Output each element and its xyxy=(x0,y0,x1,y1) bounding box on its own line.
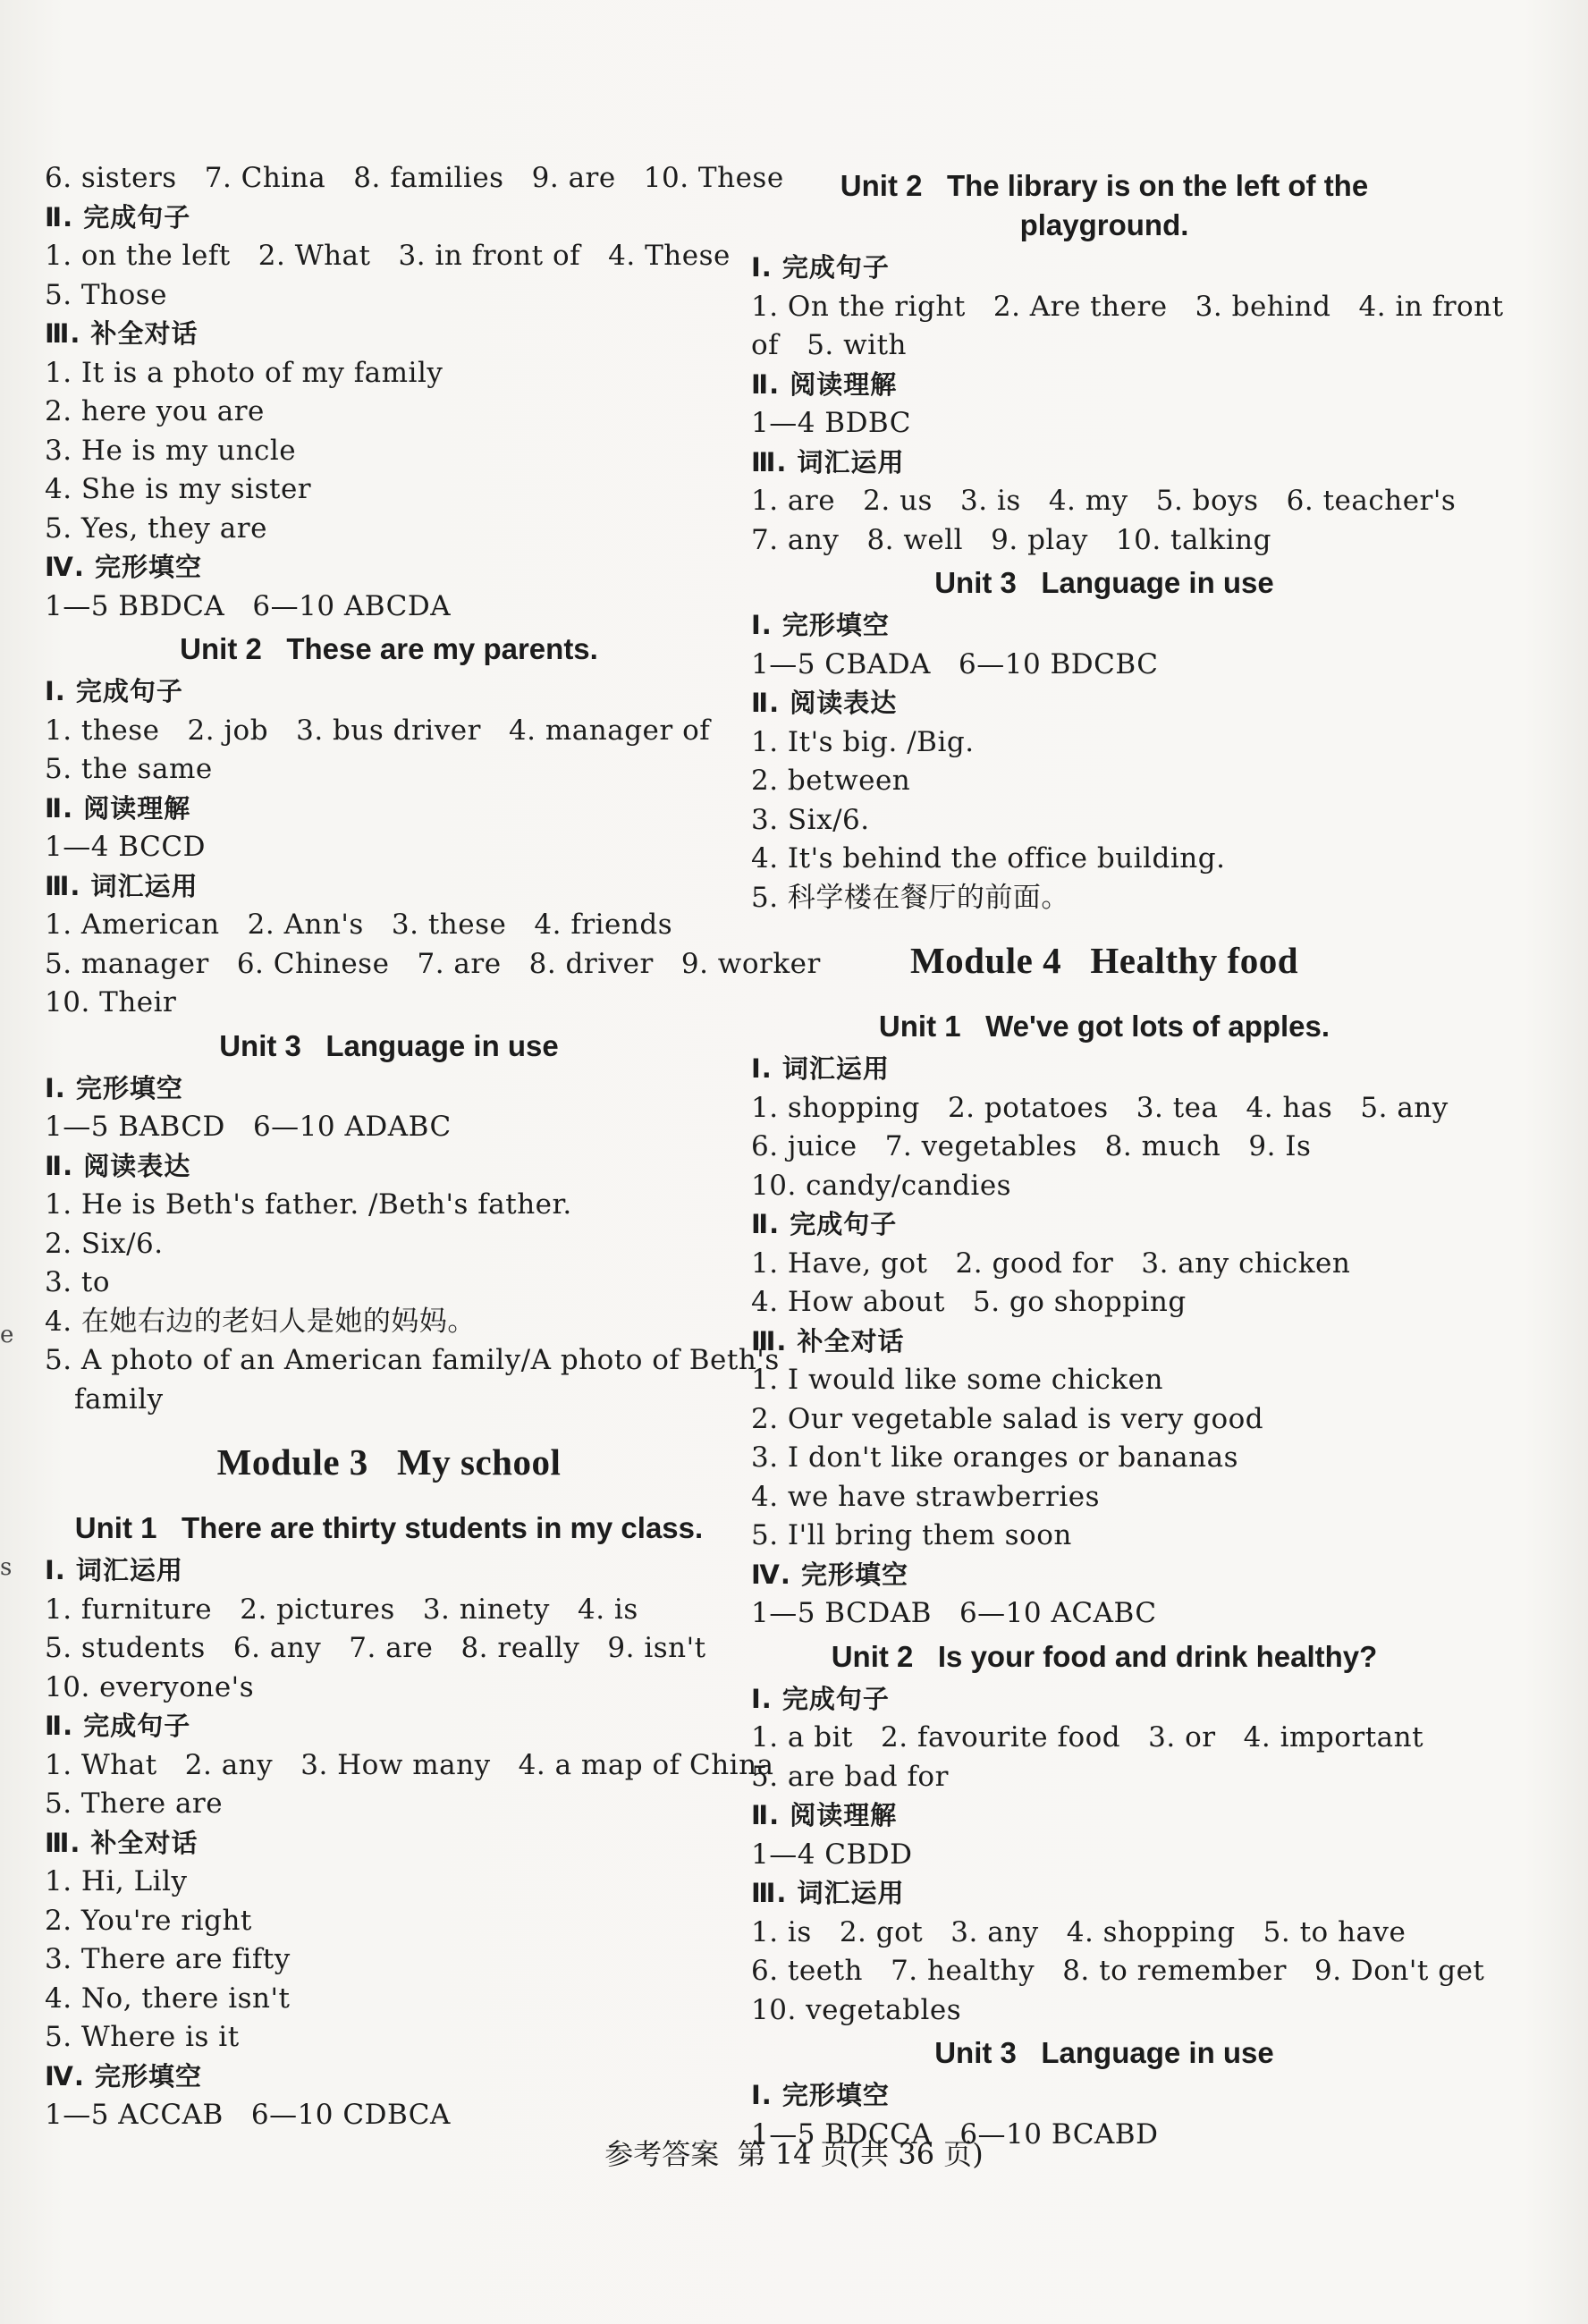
answer-line: 1. on the left 2. What 3. in front of 4. These xyxy=(45,240,731,272)
section-heading: Ⅱ. 完成句子 xyxy=(751,1209,898,1239)
section-heading: Ⅱ. 阅读理解 xyxy=(751,368,898,400)
unit-heading: Unit 3 Language in use xyxy=(934,566,1274,599)
answer-line: 4. we have strawberries xyxy=(751,1480,1101,1513)
answer-line: 1. these 2. job 3. bus driver 4. manager of xyxy=(45,714,711,747)
answer-line: 3. There are fifty xyxy=(45,1943,291,1975)
answer-line: 4. She is my sister xyxy=(45,473,312,505)
answer-line: of 5. with xyxy=(751,329,908,361)
section-heading: Ⅲ. 词汇运用 xyxy=(751,1878,905,1908)
section-heading: Ⅱ. 完成句子 xyxy=(45,201,191,232)
unit-heading: Unit 3 Language in use xyxy=(934,2036,1274,2069)
answer-line: 1. shopping 2. potatoes 3. tea 4. has 5. any xyxy=(751,1091,1449,1124)
answer-line: 1. It is a photo of my family xyxy=(45,356,443,389)
answer-line: 1. a bit 2. favourite food 3. or 4. important xyxy=(751,1721,1424,1754)
unit-heading: Unit 2 The library is on the left of the playground. xyxy=(840,169,1369,241)
answer-line: 4. No, there isn't xyxy=(45,1982,291,2015)
edge-mark-1: e xyxy=(0,1322,14,1348)
section-heading: Ⅲ. 词汇运用 xyxy=(45,870,198,901)
answer-line: 1—4 CBDD xyxy=(751,1838,913,1871)
answer-line: 1—5 BCDAB 6—10 ACABC xyxy=(751,1597,1157,1629)
answer-line: 6. juice 7. vegetables 8. much 9. Is xyxy=(751,1130,1312,1162)
answer-line: 1—4 BDBC xyxy=(751,407,912,439)
answer-line: 10. vegetables xyxy=(751,1993,962,2026)
answer-line: 3. I don't like oranges or bananas xyxy=(751,1441,1238,1474)
answer-line: 1. furniture 2. pictures 3. ninety 4. is xyxy=(45,1593,638,1626)
section-heading: Ⅳ. 完形填空 xyxy=(45,2060,202,2092)
page-footer: 参考答案 第 14 页(共 36 页) xyxy=(604,2137,984,2171)
answer-line: 6. teeth 7. healthy 8. to remember 9. Don't get xyxy=(751,1955,1485,1987)
answer-line: 1—5 BDCCA 6—10 BCABD xyxy=(751,2117,1159,2151)
unit-heading: Unit 3 Language in use xyxy=(219,1028,559,1062)
answer-line: 4. How about 5. go shopping xyxy=(751,1286,1187,1318)
answer-line: 1. He is Beth's father. /Beth's father. xyxy=(45,1188,572,1221)
section-heading: Ⅱ. 阅读表达 xyxy=(45,1150,191,1181)
section-heading: Ⅲ. 补全对话 xyxy=(45,318,198,349)
answer-line: 5. manager 6. Chinese 7. are 8. driver 9. worker xyxy=(45,947,821,980)
answer-line: 5. Where is it xyxy=(45,2021,240,2053)
answer-line: 3. to xyxy=(45,1266,111,1298)
section-heading: Ⅱ. 阅读表达 xyxy=(751,688,898,718)
section-heading: Ⅰ. 完形填空 xyxy=(751,2080,890,2110)
answer-line: 2. here you are xyxy=(45,395,265,427)
module-heading: Module 3 My school xyxy=(216,1441,562,1483)
answer-line: 10. candy/candies xyxy=(751,1169,1012,1202)
answer-line: 1. are 2. us 3. is 4. my 5. boys 6. teacher's xyxy=(751,485,1457,517)
answer-line: 1—5 ACCAB 6—10 CDBCA xyxy=(45,2099,451,2131)
answer-line: 5. 科学楼在餐厅的前面。 xyxy=(751,881,1069,914)
section-heading: Ⅱ. 阅读理解 xyxy=(751,1800,898,1830)
answer-line: 2. Six/6. xyxy=(45,1227,164,1260)
answer-line: 1. American 2. Ann's 3. these 4. friends xyxy=(45,908,673,941)
answer-line: 5. A photo of an American family/A photo of Beth's xyxy=(45,1344,780,1376)
section-heading: Ⅰ. 完成句子 xyxy=(45,676,183,706)
section-heading: Ⅲ. 补全对话 xyxy=(751,1325,905,1356)
unit-heading: Unit 2 Is your food and drink healthy? xyxy=(831,1639,1378,1673)
section-heading: Ⅰ. 词汇运用 xyxy=(45,1555,183,1585)
section-heading: Ⅲ. 补全对话 xyxy=(45,1827,198,1858)
edge-mark-2: s xyxy=(0,1554,13,1581)
answer-line: 3. Six/6. xyxy=(751,803,870,836)
answer-line: 3. He is my uncle xyxy=(45,434,297,467)
answer-line: 2. You're right xyxy=(45,1904,252,1937)
section-heading: Ⅰ. 完形填空 xyxy=(45,1072,183,1103)
section-heading: Ⅲ. 词汇运用 xyxy=(751,446,905,477)
section-heading: Ⅰ. 完成句子 xyxy=(751,1683,890,1714)
answer-line: 1. On the right 2. Are there 3. behind 4. in front xyxy=(751,290,1504,323)
section-heading: Ⅳ. 完形填空 xyxy=(751,1559,908,1590)
answer-line: 1. It's big. /Big. xyxy=(751,725,975,758)
answer-line: 10. Their xyxy=(45,986,177,1018)
section-heading: Ⅰ. 完形填空 xyxy=(751,610,890,640)
answer-line: 5. I'll bring them soon xyxy=(751,1519,1072,1551)
answer-line: 2. between xyxy=(751,765,911,797)
section-heading: Ⅰ. 词汇运用 xyxy=(751,1053,890,1084)
answer-line: 5. Yes, they are xyxy=(45,511,267,545)
answer-line: 1. I would like some chicken xyxy=(751,1364,1163,1396)
unit-heading: Unit 1 There are thirty students in my class. xyxy=(74,1511,704,1544)
answer-line: 5. There are xyxy=(45,1787,224,1820)
section-heading: Ⅱ. 阅读理解 xyxy=(45,792,191,824)
answer-line: 1. is 2. got 3. any 4. shopping 5. to have xyxy=(751,1915,1406,1948)
answer-line: family xyxy=(74,1382,164,1416)
unit-heading: Unit 2 These are my parents. xyxy=(180,632,598,665)
answer-line: 1. What 2. any 3. How many 4. a map of China xyxy=(45,1748,774,1781)
answer-line: 5. students 6. any 7. are 8. really 9. isn't xyxy=(45,1632,706,1664)
section-heading: Ⅳ. 完形填空 xyxy=(45,552,202,582)
module-heading: Module 4 Healthy food xyxy=(909,940,1299,981)
answer-line: 7. any 8. well 9. play 10. talking xyxy=(751,523,1271,556)
answer-line: 5. the same xyxy=(45,753,213,785)
answer-line: 1—4 BCCD xyxy=(45,831,206,863)
answer-line: 4. 在她右边的老妇人是她的妈妈。 xyxy=(45,1305,476,1338)
answer-line: 1—5 BBDCA 6—10 ABCDA xyxy=(45,589,452,622)
answer-line: 1—5 CBADA 6—10 BDCBC xyxy=(751,647,1159,680)
section-heading: Ⅱ. 完成句子 xyxy=(45,1711,191,1741)
right-column xyxy=(751,159,1504,2154)
answer-line: 5. Those xyxy=(45,278,167,311)
answer-line: 4. It's behind the office building. xyxy=(751,842,1226,875)
answer-line: 1—5 BABCD 6—10 ADABC xyxy=(45,1111,452,1143)
answer-line: 6. sisters 7. China 8. families 9. are 10. These xyxy=(45,162,784,194)
answer-line: 2. Our vegetable salad is very good xyxy=(751,1402,1264,1435)
answer-line: 10. everyone's xyxy=(45,1670,255,1703)
answer-line: 1. Hi, Lily xyxy=(45,1865,188,1897)
answer-line: 5. are bad for xyxy=(751,1760,949,1793)
answer-line: 1. Have, got 2. good for 3. any chicken xyxy=(751,1247,1351,1280)
unit-heading: Unit 1 We've got lots of apples. xyxy=(878,1010,1330,1043)
section-heading: Ⅰ. 完成句子 xyxy=(751,252,890,283)
